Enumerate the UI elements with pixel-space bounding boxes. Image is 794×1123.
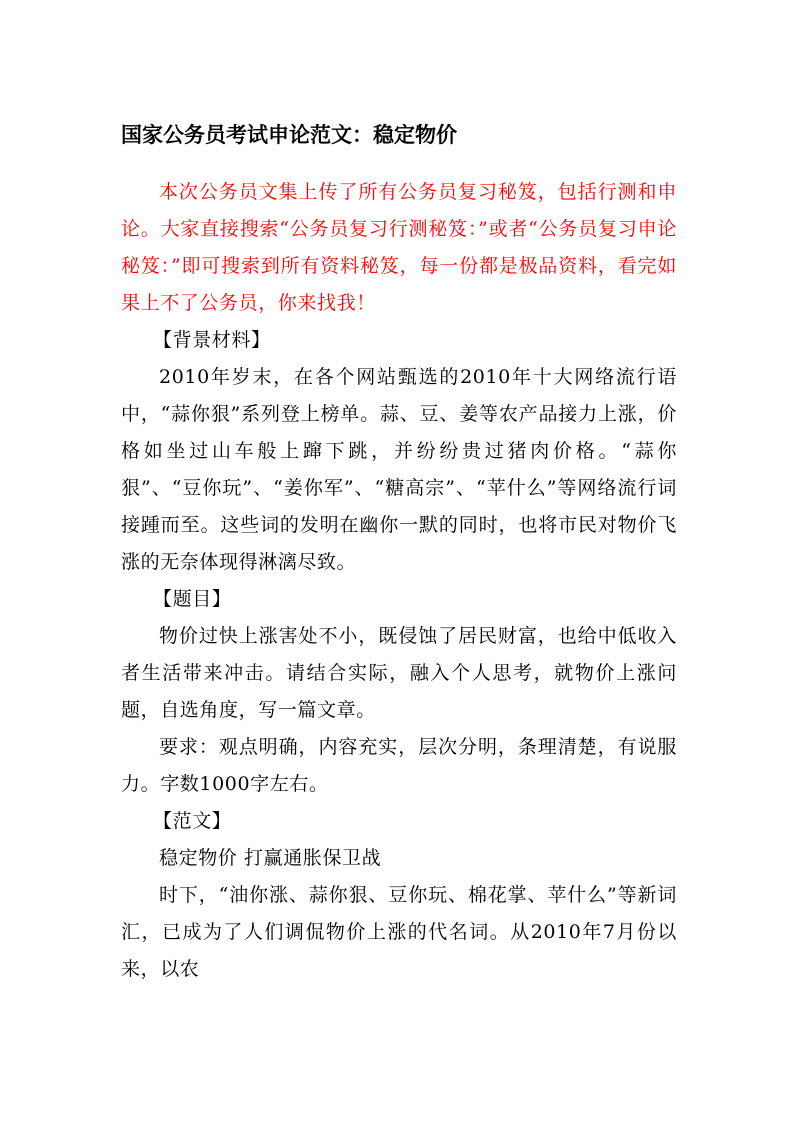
background-paragraph: 2010年岁末，在各个网站甄选的2010年十大网络流行语中，“蒜你狠”系列登上榜单。蒜、豆、姜等农产品接力上涨，价格如坐过山车般上蹿下跳，并纷纷贵过猪肉价格。“蒜你狠”、“豆你玩”、“姜你军”、“糖高宗”、“苹什么”等网络流行词接踵而至。这些词的发明在幽你一默的同时，也将市民对物价飞涨的无奈体现得淋漓尽致。: [121, 366, 677, 573]
topic-paragraph: 物价过快上涨害处不小，既侵蚀了居民财富，也给中低收入者生活带来冲击。请结合实际，融入个人思考，就物价上涨问题，自选角度，写一篇文章。: [121, 625, 677, 721]
notice-paragraph: 本次公务员文集上传了所有公务员复习秘笈，包括行测和申论。大家直接搜索“公务员复习行测秘笈：”或者“公务员复习申论秘笈：”即可搜索到所有资料秘笈，每一份都是极品资料，看完如果上不了公务员，你来找我！: [121, 181, 677, 314]
document-title: 国家公务员考试申论范文：稳定物价: [121, 123, 457, 147]
document-body: [121, 174, 677, 988]
requirements-paragraph: 要求：观点明确，内容充实，层次分明，条理清楚，有说服力。字数1000字左右。: [121, 736, 677, 795]
topic-heading: 【题目】: [153, 588, 232, 610]
essay-heading: 【范文】: [153, 810, 232, 832]
essay-paragraph: 时下，“油你涨、蒜你狠、豆你玩、棉花掌、苹什么”等新词汇，已成为了人们调侃物价上涨的代名词。从2010年7月份以来，以农: [121, 884, 677, 980]
background-heading: 【背景材料】: [153, 329, 271, 351]
essay-title: 稳定物价 打赢通胀保卫战: [159, 847, 382, 869]
